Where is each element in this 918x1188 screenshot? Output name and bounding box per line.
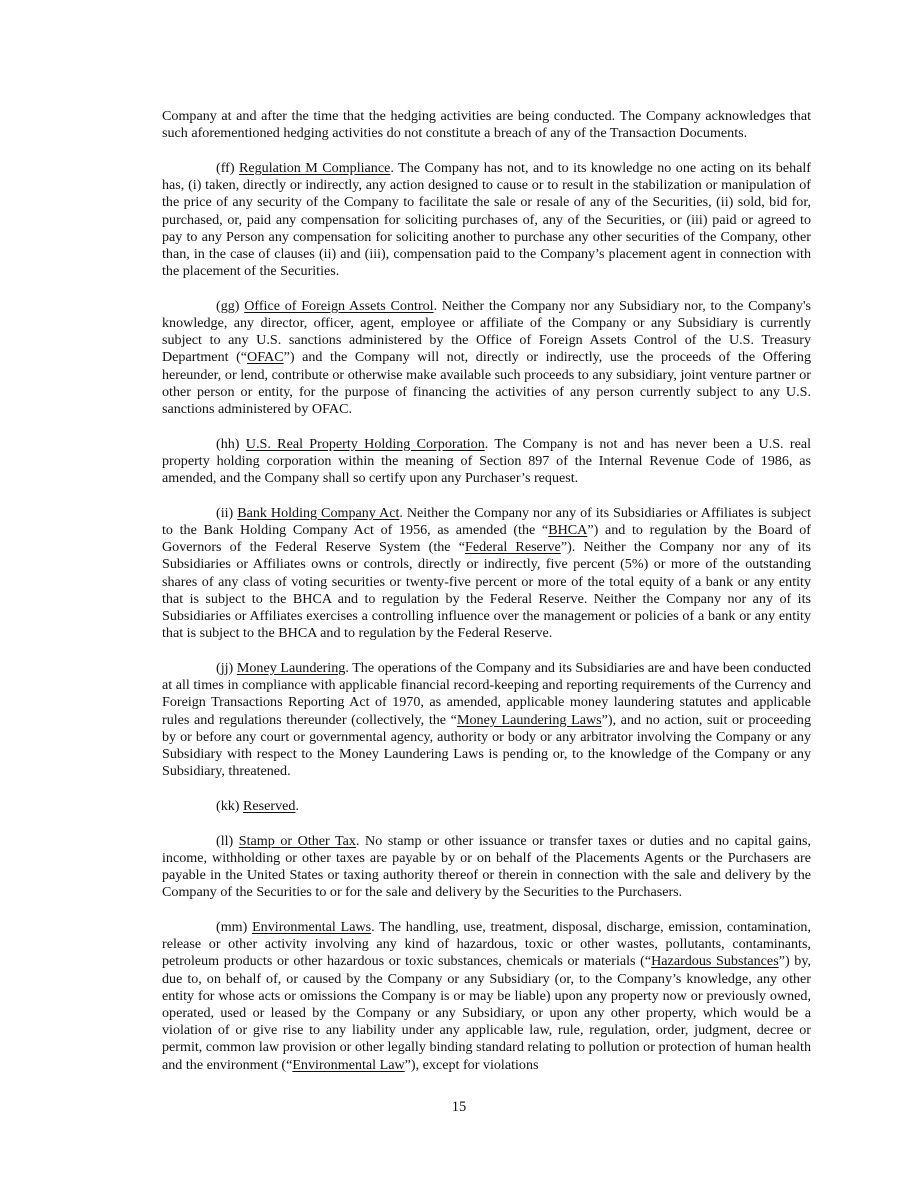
section-jj-paragraph <box>162 660 811 780</box>
section-ii-paragraph <box>162 505 811 643</box>
section-jj-defined-term: Money Laundering Laws <box>456 711 602 728</box>
section-gg-body-2: ”) and the Company will not, directly or indirectly, use the proceeds of the Offering hereunder, or lend, contribute or otherwise make available such proceeds to any subsidiary, joint venture partner or other person or entity, for the purpose of financing the activities of any person currently subject to any U.S. sanctions administered by OFAC. <box>162 349 812 418</box>
section-hh-heading: U.S. Real Property Holding Corporation <box>245 435 485 452</box>
section-jj-heading: Money Laundering <box>236 659 346 676</box>
section-ii-body-1: . Neither the Company nor any of its Subsidiaries or Affiliates is subject to the Bank Holding Company Act of 1956, as amended (the “ <box>162 504 812 539</box>
section-kk-paragraph <box>162 798 811 815</box>
section-ff-label: (ff) <box>216 159 235 176</box>
section-kk-body: . <box>295 797 299 814</box>
document-page <box>162 108 811 1091</box>
intro-paragraph: Company at and after the time that the hedging activities are being conducted. The Company acknowledges that such aforementioned hedging activities do not constitute a breach of any of the Transaction Documents. <box>162 108 811 142</box>
section-hh-paragraph <box>162 436 811 488</box>
section-ii-heading: Bank Holding Company Act <box>237 504 400 521</box>
section-jj-body-2: ”), and no action, suit or proceeding by or before any court or governmental agency, authority or body or any arbitrator involving the Company or any Subsidiary with respect to the Money Laundering Laws is pending or, to the knowledge of the Company or any Subsidiary, threatened. <box>162 711 811 780</box>
section-hh-label: (hh) <box>216 435 240 452</box>
section-hh-body: . The Company is not and has never been a U.S. real property holding corporation within the meaning of Section 897 of the Internal Revenue Code of 1986, as amended, and the Company shall so certify upon any Purchaser’s request. <box>162 435 812 487</box>
section-mm-body-2: ”) by, due to, on behalf of, or caused by the Company or any Subsidiary (or, to the Company’s knowledge, any other entity for whose acts or omissions the Company is or may be liable) upon any property now or previously owned, operated, used or leased by the Company or any Subsidiary, or upon any other property, which would be a violation of or give rise to any liability under any applicable law, rule, regulation, order, judgment, decree or permit, common law provision or other legally binding standard relating to pollution or protection of human health and the environment (“ <box>162 953 811 1073</box>
section-gg-defined-term: OFAC <box>247 349 284 366</box>
section-mm-defined-term-2: Environmental Law <box>292 1056 405 1073</box>
section-ll-body: . No stamp or other issuance or transfer taxes or duties and no capital gains, income, withholding or other taxes are payable by or on behalf of the Placements Agents or the Purchasers are payable in the United States or taxing authority thereof or therein in connection with the sale and delivery by the Company of the Securities to or for the sale and delivery by the Securities to the Purchasers. <box>162 832 811 901</box>
section-mm-body-1: . The handling, use, treatment, disposal, discharge, emission, contamination, release or other activity involving any kind of hazardous, toxic or other wastes, pollutants, contaminants, petroleum products or other hazardous or toxic substances, chemicals or materials (“ <box>162 918 812 970</box>
section-kk-label: (kk) <box>216 797 240 814</box>
section-ii-body-2: ”) and to regulation by the Board of Governors of the Federal Reserve System (the “ <box>162 522 811 556</box>
section-gg-paragraph <box>162 298 811 418</box>
section-mm-paragraph <box>162 919 811 1074</box>
section-mm-label: (mm) <box>216 918 248 935</box>
section-mm-body-3: ”), except for violations <box>404 1056 539 1073</box>
section-ii-defined-term-2: Federal Reserve <box>464 539 561 556</box>
page-number: 15 <box>451 1099 467 1115</box>
section-ll-label: (ll) <box>216 832 234 849</box>
section-mm-defined-term-1: Hazardous Substances <box>651 953 779 970</box>
section-kk-heading: Reserved <box>243 797 296 814</box>
section-gg-body-1: . Neither the Company nor any Subsidiary nor, to the Company's knowledge, any director, officer, agent, employee or affiliate of the Company or any Subsidiary is currently subject to any U.S. sanctions administered by the Office of Foreign Assets Control of the U.S. Treasury Department (“ <box>162 297 811 366</box>
section-gg-heading: Office of Foreign Assets Control <box>244 297 434 314</box>
section-ff-paragraph <box>162 160 811 280</box>
section-jj-body-1: . The operations of the Company and its Subsidiaries are and have been conducted at all times in compliance with applicable financial record-keeping and reporting requirements of the Currency and Foreign Transactions Reporting Act of 1970, as amended, applicable money laundering statutes and applicable rules and regulations thereunder (collectively, the “ <box>162 659 812 728</box>
section-ff-heading: Regulation M Compliance <box>238 159 391 176</box>
section-mm-heading: Environmental Laws <box>252 918 372 935</box>
section-ff-body: . The Company has not, and to its knowledge no one acting on its behalf has, (i) taken, directly or indirectly, any action designed to cause or to result in the stabilization or manipulation of the price of any security of the Company to facilitate the sale or resale of any of the Securities, (ii) sold, bid for, purchased, or, paid any compensation for soliciting purchases of, any of the Securities, or (iii) paid or agreed to pay to any Person any compensation for soliciting another to purchase any other securities of the Company, other than, in the case of clauses (ii) and (iii), compensation paid to the Company’s placement agent in connection with the placement of the Securities. <box>162 159 811 280</box>
section-ll-paragraph <box>162 833 811 902</box>
section-ii-defined-term-1: BHCA <box>548 522 588 539</box>
section-ll-heading: Stamp or Other Tax <box>238 832 356 849</box>
section-ii-body-3: ”). Neither the Company nor any of its Subsidiaries or Affiliates owns or controls, directly or indirectly, five percent (5%) or more of the outstanding shares of any class of voting securities or twenty-five percent or more of the total equity of a bank or any entity that is subject to the BHCA and to regulation by the Federal Reserve. Neither the Company nor any of its Subsidiaries or Affiliates exercises a controlling influence over the management or policies of a bank or any entity that is subject to the BHCA and to regulation by the Federal Reserve. <box>162 539 811 642</box>
section-gg-label: (gg) <box>216 297 240 314</box>
section-ii-label: (ii) <box>216 504 234 521</box>
section-jj-label: (jj) <box>216 659 234 676</box>
